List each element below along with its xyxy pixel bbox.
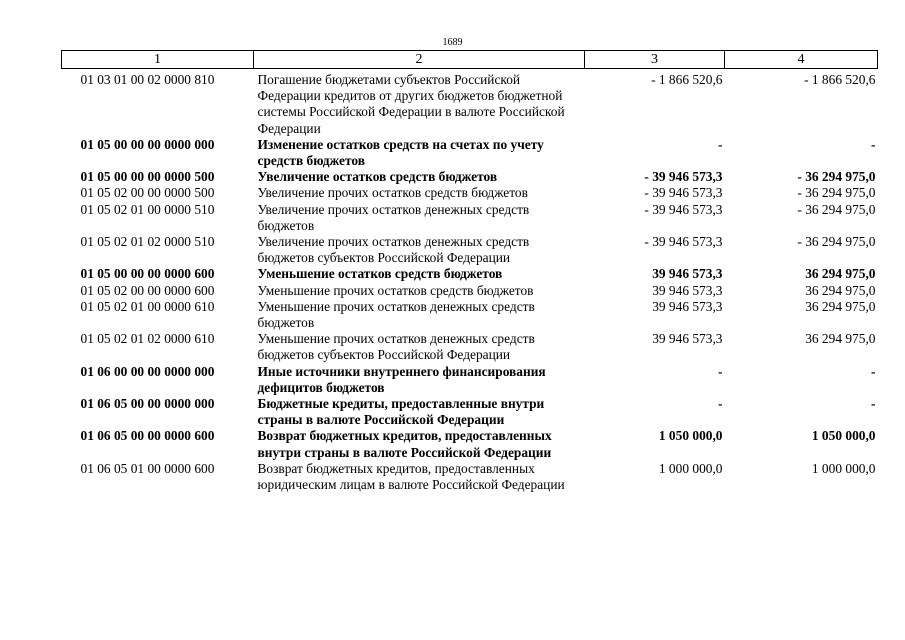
table-row (62, 428, 878, 460)
name-cell: Уменьшение прочих остатков средств бюджетов (257, 282, 534, 298)
code-cell: 01 06 05 01 00 0000 600 (80, 460, 215, 476)
table-row (62, 169, 878, 185)
page-number: 1689 (442, 37, 463, 48)
table-row (62, 266, 878, 282)
name-cell: Возврат бюджетных кредитов, предоставленных юридическим лицам в валюте Российской Федерации (257, 460, 565, 493)
table-row (62, 234, 878, 266)
name-cell: Увеличение прочих остатков денежных средств бюджетов субъектов Российской Федерации (257, 234, 530, 266)
name-cell: Изменение остатков средств на счетах по учету средств бюджетов (257, 136, 544, 169)
value-col-3-cell: 39 946 573,3 (652, 282, 723, 298)
code-cell: 01 05 02 00 00 0000 600 (80, 282, 215, 298)
table-row (62, 364, 878, 396)
value-col-4-cell: - (871, 363, 876, 379)
name-cell: Увеличение прочих остатков средств бюджетов (257, 185, 528, 201)
table-row (62, 283, 878, 299)
code-cell: 01 05 02 01 00 0000 610 (80, 298, 215, 314)
code-cell: 01 06 05 00 00 0000 600 (80, 428, 215, 444)
name-cell: Уменьшение прочих остатков денежных средств бюджетов субъектов Российской Федерации (257, 331, 535, 363)
name-cell: Бюджетные кредиты, предоставленные внутри страны в валюте Российской Федерации (257, 396, 545, 428)
name-cell: Уменьшение прочих остатков денежных средств бюджетов (257, 298, 535, 331)
value-col-3-cell: 1 050 000,0 (658, 428, 723, 444)
name-cell: Возврат бюджетных кредитов, предоставленных внутри страны в валюте Российской Федерации (257, 428, 552, 460)
table-row (62, 69, 878, 137)
code-cell: 01 03 01 00 02 0000 810 (80, 72, 215, 87)
value-col-4-cell: - (871, 136, 876, 152)
value-col-3-cell: - (718, 136, 723, 152)
value-col-3-cell: 39 946 573,3 (652, 331, 723, 347)
code-cell: 01 05 00 00 00 0000 500 (80, 169, 215, 185)
value-col-4-cell: 1 050 000,0 (811, 428, 876, 444)
value-col-4-cell: 36 294 975,0 (805, 298, 876, 314)
name-cell: Увеличение остатков средств бюджетов (257, 169, 498, 185)
table-row (62, 396, 878, 428)
name-cell: Иные источники внутреннего финансирования дефицитов бюджетов (257, 363, 546, 395)
value-col-4-cell: 36 294 975,0 (805, 266, 876, 282)
code-cell: 01 05 02 01 02 0000 610 (80, 331, 215, 347)
table-body (62, 69, 878, 494)
code-cell: 01 06 00 00 00 0000 000 (80, 363, 215, 379)
value-col-3-cell: - 39 946 573,3 (644, 201, 723, 217)
table-row (62, 185, 878, 201)
value-col-4-cell: - 1 866 520,6 (804, 72, 876, 87)
value-col-4-cell: - 36 294 975,0 (797, 201, 876, 217)
value-col-4-cell: 1 000 000,0 (811, 460, 876, 476)
table-header (62, 51, 878, 69)
value-col-3-cell: - (718, 363, 723, 379)
value-col-3-cell: 39 946 573,3 (652, 298, 723, 314)
value-col-4-cell: - 36 294 975,0 (797, 234, 876, 250)
value-col-4-cell: 36 294 975,0 (805, 282, 876, 298)
value-col-4-cell: - (871, 396, 876, 412)
table-row (62, 202, 878, 234)
table-row (62, 137, 878, 169)
budget-sources-table (61, 50, 878, 493)
value-col-3-cell: 1 000 000,0 (658, 460, 723, 476)
value-col-4-cell: - 36 294 975,0 (797, 169, 876, 185)
value-col-3-cell: - 39 946 573,3 (644, 185, 723, 201)
name-cell: Погашение бюджетами субъектов Российской Федерации кредитов от других бюджетов бюджетной системы Российской Федерации в валюте Российской Федерации (257, 72, 565, 136)
value-col-4-cell: 36 294 975,0 (805, 331, 876, 347)
table-row (62, 331, 878, 363)
code-cell: 01 05 00 00 00 0000 000 (80, 136, 215, 152)
value-col-3-cell: - 39 946 573,3 (644, 234, 723, 250)
header-col-3: 3 (585, 51, 725, 69)
value-col-3-cell: - 39 946 573,3 (644, 169, 723, 185)
table-row (62, 299, 878, 331)
code-cell: 01 05 02 01 02 0000 510 (80, 234, 215, 250)
table-row (62, 461, 878, 493)
header-col-2: 2 (254, 51, 585, 69)
code-cell: 01 05 00 00 00 0000 600 (80, 266, 215, 282)
code-cell: 01 05 02 01 00 0000 510 (80, 201, 215, 217)
header-row (62, 51, 878, 69)
code-cell: 01 06 05 00 00 0000 000 (80, 396, 215, 412)
header-col-4: 4 (725, 51, 878, 69)
header-col-1: 1 (62, 51, 254, 69)
code-cell: 01 05 02 00 00 0000 500 (80, 185, 215, 201)
value-col-4-cell: - 36 294 975,0 (797, 185, 876, 201)
name-cell: Уменьшение остатков средств бюджетов (257, 266, 503, 282)
name-cell: Увеличение прочих остатков денежных средств бюджетов (257, 201, 530, 233)
value-col-3-cell: - 1 866 520,6 (651, 72, 723, 87)
value-col-3-cell: 39 946 573,3 (652, 266, 723, 282)
value-col-3-cell: - (718, 396, 723, 412)
